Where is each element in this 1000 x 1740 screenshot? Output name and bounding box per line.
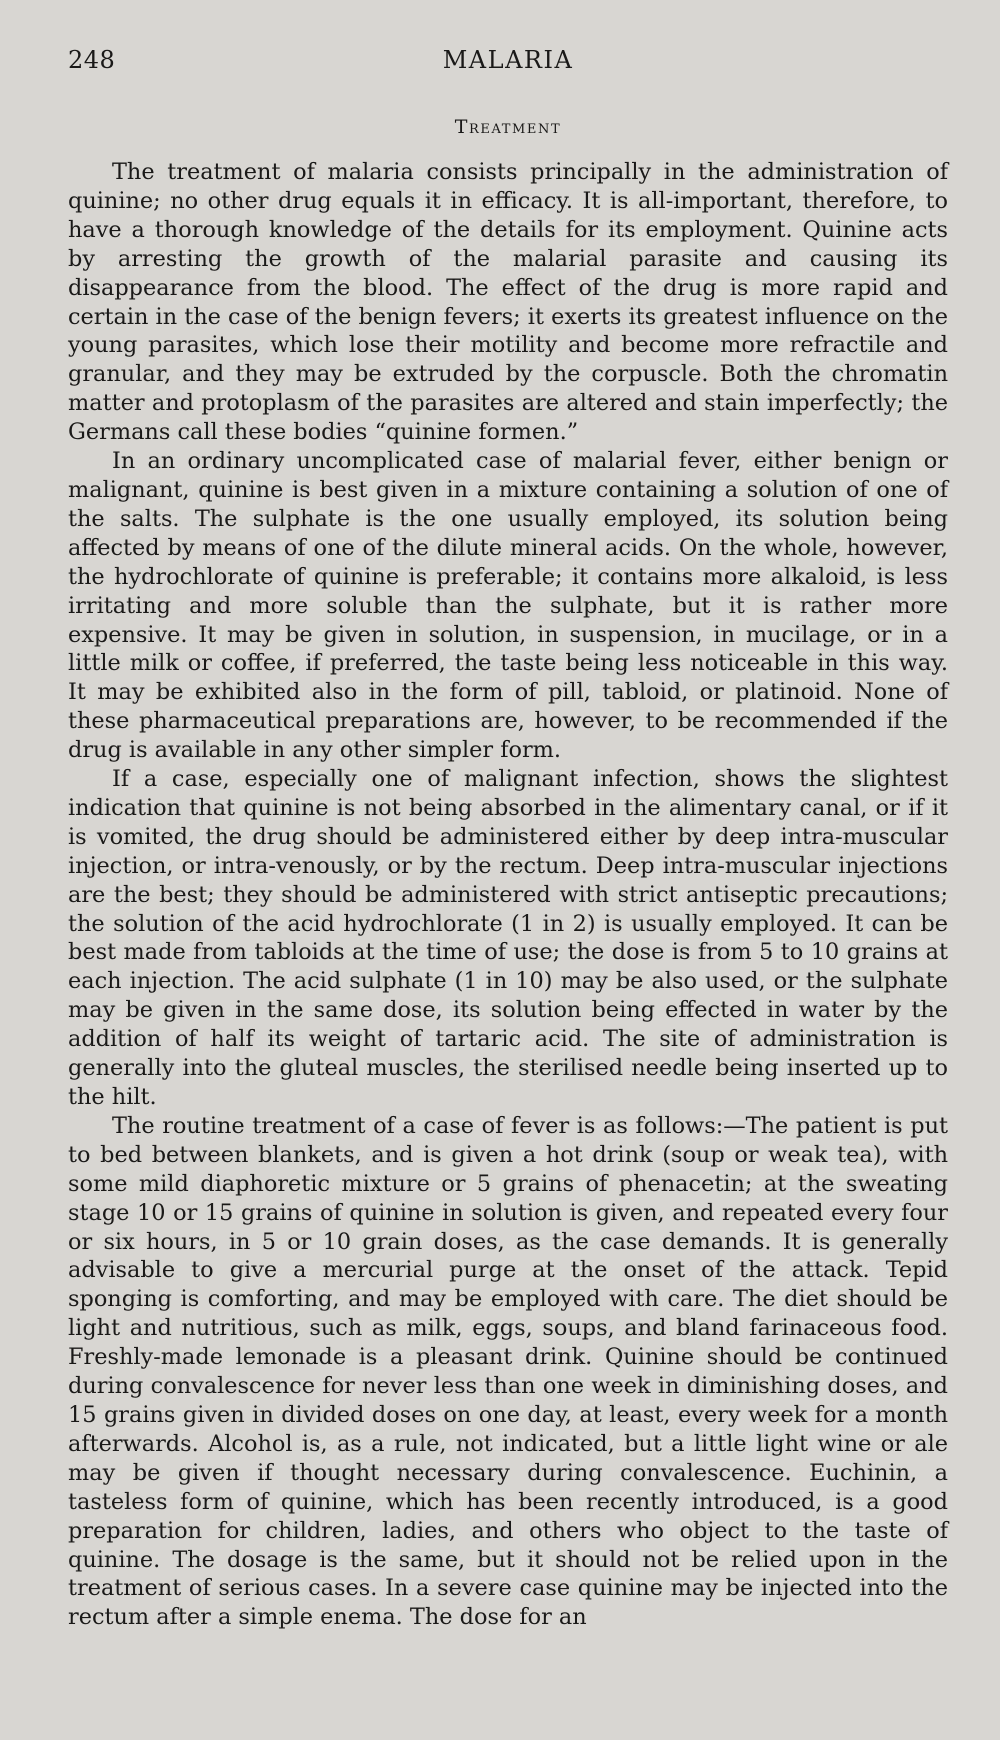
- paragraph: In an ordinary uncomplicated case of malarial fever, either benign or malignant, quinine is best given in a mixture containing a solution of one of the salts. The sulphate is the one usually employed, its solution being affected by means of one of the dilute mineral acids. On the whole, however, the hydrochlorate of quinine is preferable; it contains more alkaloid, is less irritating and more soluble than the sulphate, but it is rather more expensive. It may be given in solution, in suspension, in mucilage, or in a little milk or coffee, if preferred, the taste being less noticeable in this way. It may be exhibited also in the form of pill, tabloid, or platinoid. None of these pharmaceutical preparations are, however, to be recommended if the drug is available in any other simpler form.: [68, 448, 948, 764]
- page-header: [68, 46, 948, 82]
- section-heading: Treatment: [454, 116, 562, 138]
- page-number: 248: [68, 46, 116, 74]
- paragraph: The routine treatment of a case of fever is as follows:—The patient is put to bed between blankets, and is given a hot drink (soup or weak tea), with some mild diaphoretic mixture or 5 grains of phenacetin; at the sweating stage 10 or 15 grains of quinine in solution is given, and repeated every four or six hours, in 5 or 10 grain doses, as the case demands. It is generally advisable to give a mercurial purge at the onset of the attack. Tepid sponging is comforting, and may be employed with care. The diet should be light and nutritious, such as milk, eggs, soups, and bland farinaceous food. Freshly-made lemonade is a pleasant drink. Quinine should be continued during convalescence for never less than one week in diminishing doses, and 15 grains given in divided doses on one day, at least, every week for a month afterwards. Alcohol is, as a rule, not indicated, but a little light wine or ale may be given if thought necessary during convalescence. Euchinin, a tasteless form of quinine, which has been recently introduced, is a good preparation for children, ladies, and others who object to the taste of quinine. The dosage is the same, but it should not be relied upon in the treatment of serious cases. In a severe case quinine may be injected into the rectum after a simple enema. The dose for an: [68, 1112, 948, 1631]
- paragraph: If a case, especially one of malignant infection, shows the slightest indication that quinine is not being absorbed in the alimentary canal, or if it is vomited, the drug should be administered either by deep intra-muscular injection, or intra-venously, or by the rectum. Deep intra-muscular injections are the best; they should be administered with strict antiseptic precautions; the solution of the acid hydrochlorate (1 in 2) is usually employed. It can be best made from tabloids at the time of use; the dose is from 5 to 10 grains at each injection. The acid sulphate (1 in 10) may be also used, or the sulphate may be given in the same dose, its solution being effected in water by the addition of half its weight of tartaric acid. The site of administration is generally into the gluteal muscles, the sterilised needle being inserted up to the hilt.: [68, 766, 948, 1110]
- body-text: [68, 158, 948, 1632]
- running-head: MALARIA: [442, 46, 574, 74]
- paragraph: The treatment of malaria consists principally in the administration of quinine; no other drug equals it in efficacy. It is all-important, therefore, to have a thorough knowledge of the details for its employment. Quinine acts by arresting the growth of the malarial parasite and causing its disappearance from the blood. The effect of the drug is more rapid and certain in the case of the benign fevers; it exerts its greatest influence on the young parasites, which lose their motility and become more refractile and granular, and they may be extruded by the corpuscle. Both the chromatin matter and protoplasm of the parasites are altered and stain imperfectly; the Germans call these bodies “quinine formen.”: [68, 159, 948, 446]
